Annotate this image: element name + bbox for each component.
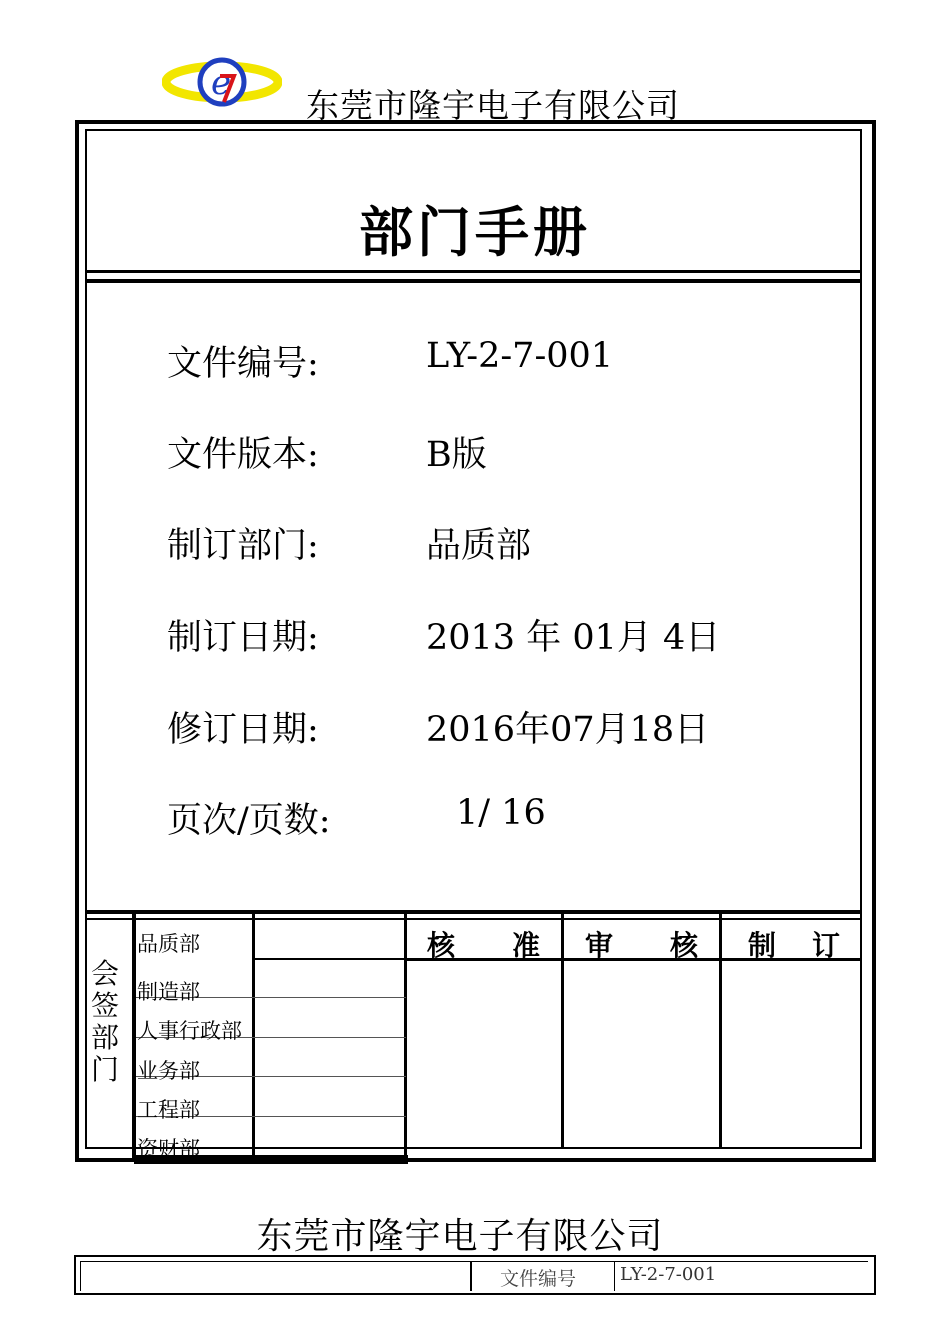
title-divider-bottom (85, 279, 860, 283)
signoff-col-line-3 (404, 914, 407, 1162)
signoff-col-line-4 (561, 914, 564, 1148)
footer-inner-line (80, 1261, 868, 1262)
company-name-bottom: 东莞市隆宇电子有限公司 (256, 1216, 664, 1257)
dept-item: 人事行政部 (137, 1019, 242, 1043)
approval-header-line (405, 958, 860, 961)
company-name-top: 东莞市隆宇电子有限公司 (306, 86, 680, 125)
field-value-revised-date: 2016年07月18日 (426, 710, 710, 750)
dept-item: 资财部 (137, 1137, 200, 1161)
dept-row-line-1 (254, 958, 406, 960)
footer-col-line-1 (80, 1261, 81, 1291)
footer-doc-number-value: LY-2-7-001 (620, 1264, 717, 1285)
signoff-col-line-2 (252, 914, 255, 1158)
field-value-pages: 1/ 16 (456, 793, 546, 833)
dept-item: 品质部 (137, 932, 200, 956)
company-logo (162, 52, 282, 112)
signoff-divider-second (85, 918, 860, 920)
draft-header-right: 订 (812, 929, 841, 962)
field-label-department: 制订部门: (167, 526, 319, 566)
footer-doc-number-label: 文件编号 (500, 1268, 577, 1290)
review-header-right: 核 (670, 929, 699, 962)
signoff-divider-top (85, 910, 860, 914)
footer-col-line-2 (470, 1261, 472, 1291)
dept-item: 制造部 (137, 980, 200, 1004)
field-label-pages: 页次/页数: (167, 801, 331, 841)
signoff-col-line-5 (719, 914, 722, 1148)
field-label-created-date: 制订日期: (167, 618, 319, 658)
document-title: 部门手册 (359, 200, 591, 264)
dept-item: 工程部 (137, 1098, 200, 1122)
logo-letter: e (211, 63, 232, 103)
signoff-section-label: 会签部门 (90, 957, 119, 1086)
approve-header-right: 准 (512, 929, 541, 962)
field-value-doc-number: LY-2-7-001 (426, 336, 614, 376)
dept-item: 业务部 (137, 1059, 200, 1083)
field-label-doc-version: 文件版本: (167, 435, 319, 475)
field-value-doc-version: B版 (426, 435, 487, 475)
field-label-revised-date: 修订日期: (167, 710, 319, 750)
field-value-department: 品质部 (426, 526, 532, 566)
approve-header-left: 核 (427, 929, 456, 962)
footer-col-line-3 (614, 1261, 615, 1291)
draft-header-left: 制 (748, 929, 777, 962)
title-divider-top (85, 270, 860, 273)
field-label-doc-number: 文件编号: (167, 344, 319, 384)
review-header-left: 审 (585, 929, 614, 962)
signoff-col-line-1 (132, 914, 136, 1158)
field-value-created-date: 2013 年 01月 4日 (426, 618, 721, 658)
